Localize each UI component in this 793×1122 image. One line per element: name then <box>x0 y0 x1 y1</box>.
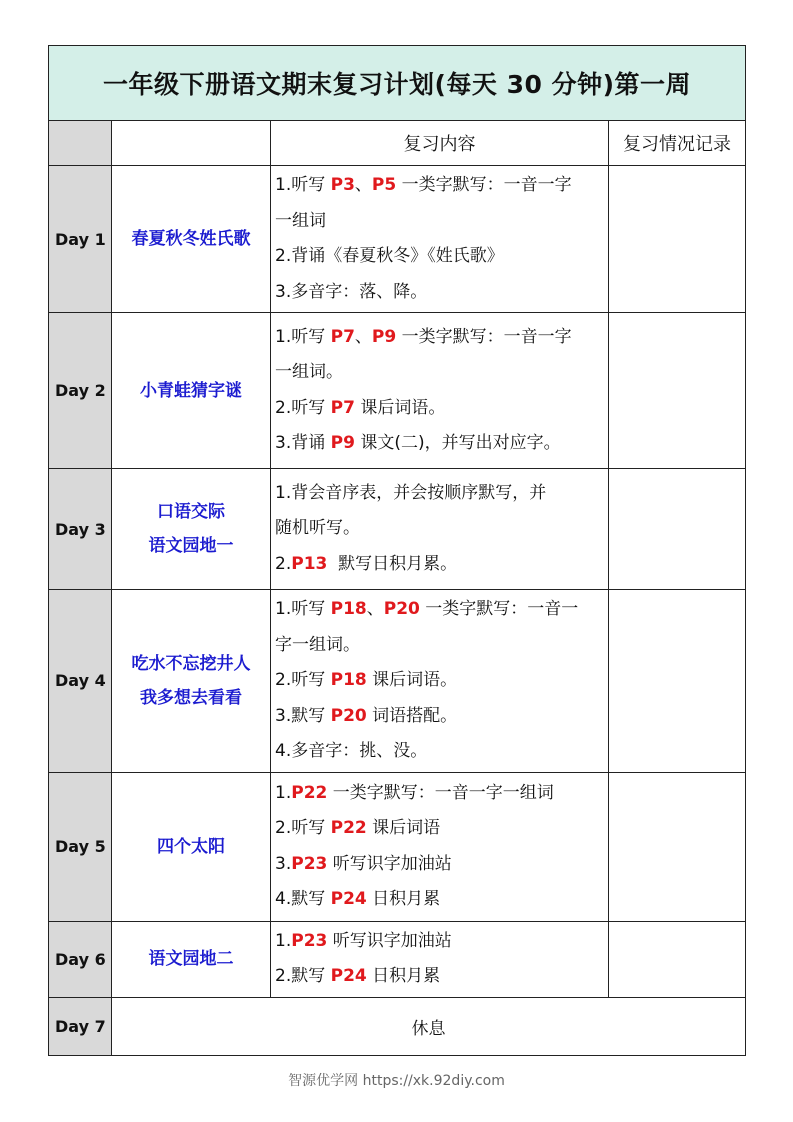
content-text: 2.默写 <box>275 966 331 986</box>
content-line <box>275 320 604 356</box>
content-line <box>275 663 604 699</box>
content-text: 一类字默写：一音一 <box>419 599 579 619</box>
content-text: 2. <box>275 553 292 574</box>
content-cell <box>271 166 609 313</box>
page-ref: P9 <box>330 433 355 453</box>
footer-watermark: 智源优学网 https://xk.92diy.com <box>288 1073 505 1089</box>
header-day <box>49 121 112 166</box>
page-ref: P9 <box>371 326 397 347</box>
content-text: 1.背会音序表，并会按顺序默写，并 <box>275 482 547 503</box>
content-line <box>275 476 604 512</box>
day-row <box>49 772 746 921</box>
content-text: 听写识字加油站 <box>327 930 452 951</box>
page-ref: P18 <box>330 670 367 690</box>
content-line <box>275 511 604 547</box>
day-row <box>49 469 746 590</box>
content-line <box>275 355 604 391</box>
day-row <box>49 921 746 997</box>
content-text: 、 <box>366 599 384 619</box>
lesson-cell <box>112 590 271 773</box>
content-text: 1.听写 <box>275 326 331 347</box>
day-label: Day 1 <box>49 166 112 313</box>
header-record: 复习情况记录 <box>609 121 746 166</box>
content-text: 随机听写。 <box>275 518 360 539</box>
page-ref: P24 <box>330 889 367 909</box>
record-cell[interactable] <box>609 772 746 921</box>
content-text: 一组词 <box>275 210 326 231</box>
record-cell[interactable] <box>609 590 746 773</box>
day-label: Day 3 <box>49 469 112 590</box>
page-ref: P18 <box>330 599 367 619</box>
content-line <box>275 924 604 960</box>
content-text: 1.听写 <box>275 599 331 619</box>
header-content: 复习内容 <box>271 121 609 166</box>
content-text: 一类字默写：一音一字 <box>396 326 572 347</box>
content-text: 字一组词。 <box>275 634 360 655</box>
lesson-title: 春夏秋冬姓氏歌 <box>131 229 251 249</box>
lesson-title: 吃水不忘挖井人 <box>131 653 251 674</box>
content-text: 2.听写 <box>275 818 331 838</box>
content-line <box>275 239 604 275</box>
content-cell <box>271 590 609 773</box>
page-ref: P7 <box>330 326 355 347</box>
content-text: 默写日积月累。 <box>327 553 458 574</box>
page-ref: P22 <box>330 818 367 838</box>
content-text: 日积月累 <box>366 966 441 986</box>
lesson-cell <box>112 921 271 997</box>
content-cell <box>271 772 609 921</box>
lesson-title: 四个太阳 <box>157 836 225 857</box>
page-ref: P22 <box>291 782 328 803</box>
lesson-title: 语文园地二 <box>148 949 234 969</box>
lesson-title: 语文园地一 <box>148 536 234 556</box>
content-text: 课后词语。 <box>354 397 446 418</box>
content-text: 一类字默写：一音一字一组词 <box>327 782 554 803</box>
content-text: 2.听写 <box>275 397 331 418</box>
content-text: 3.默写 <box>275 705 331 726</box>
content-text: 一类字默写：一音一字 <box>396 175 572 195</box>
content-text: 3.背诵 <box>275 433 331 453</box>
day-row <box>49 313 746 469</box>
day-row <box>49 590 746 773</box>
content-text: 、 <box>354 326 372 347</box>
day-label: Day 4 <box>49 590 112 773</box>
content-line <box>275 547 604 583</box>
rest-day-row <box>49 997 746 1055</box>
content-line <box>275 204 604 240</box>
page-ref: P7 <box>330 397 355 418</box>
content-text: 课后词语 <box>366 818 441 838</box>
content-text: 1.听写 <box>275 175 331 195</box>
rest-text: 休息 <box>112 997 746 1055</box>
content-cell <box>271 313 609 469</box>
page-ref: P13 <box>291 553 328 574</box>
lesson-cell <box>112 313 271 469</box>
content-text: 1. <box>275 782 292 803</box>
content-line <box>275 628 604 664</box>
header-lesson <box>112 121 271 166</box>
page-ref: P5 <box>371 175 397 195</box>
page-ref: P23 <box>291 930 328 951</box>
content-text: 一组词。 <box>275 362 343 382</box>
content-line <box>275 882 604 918</box>
content-line <box>275 811 604 847</box>
content-line <box>275 391 604 427</box>
day-label: Day 2 <box>49 313 112 469</box>
content-text: 1. <box>275 930 292 951</box>
page-title: 一年级下册语文期末复习计划(每天 30 分钟)第一周 <box>49 46 746 121</box>
content-text: 课后词语。 <box>366 670 458 690</box>
lesson-title: 口语交际 <box>157 502 225 522</box>
lesson-cell <box>112 772 271 921</box>
content-cell <box>271 469 609 590</box>
content-text: 2.听写 <box>275 670 331 690</box>
record-cell[interactable] <box>609 469 746 590</box>
content-line <box>275 426 604 462</box>
record-cell[interactable] <box>609 313 746 469</box>
content-text: 2.背诵《春夏秋冬》《姓氏歌》 <box>275 246 504 266</box>
review-plan-table <box>48 45 746 1056</box>
day-label: Day 7 <box>49 997 112 1055</box>
day-label: Day 5 <box>49 772 112 921</box>
content-text: 4.默写 <box>275 889 331 909</box>
lesson-cell <box>112 469 271 590</box>
content-cell <box>271 921 609 997</box>
content-text: 课文(二)，并写出对应字。 <box>354 433 561 453</box>
content-text: 4.多音字：挑、没。 <box>275 741 428 761</box>
content-line <box>275 959 604 995</box>
page-ref: P24 <box>330 966 367 986</box>
content-text: 听写识字加油站 <box>327 853 452 874</box>
content-line <box>275 168 604 204</box>
content-line <box>275 776 604 812</box>
content-text: 日积月累 <box>366 889 441 909</box>
record-cell[interactable] <box>609 921 746 997</box>
content-text: 3.多音字：落、降。 <box>275 281 428 302</box>
content-line <box>275 275 604 311</box>
page-ref: P3 <box>330 175 355 195</box>
page-ref: P23 <box>291 853 328 874</box>
record-cell[interactable] <box>609 166 746 313</box>
lesson-cell <box>112 166 271 313</box>
lesson-title: 小青蛙猜字谜 <box>140 380 242 401</box>
page-ref: P20 <box>383 599 420 619</box>
lesson-title: 我多想去看看 <box>140 687 242 708</box>
content-text: 词语搭配。 <box>366 705 458 726</box>
page-ref: P20 <box>330 705 367 726</box>
content-line <box>275 592 604 628</box>
content-line <box>275 847 604 883</box>
content-line <box>275 734 604 770</box>
header-row <box>49 121 746 166</box>
content-text: 、 <box>354 175 372 195</box>
day-row <box>49 166 746 313</box>
content-line <box>275 699 604 735</box>
content-text: 3. <box>275 853 292 874</box>
day-rows <box>49 166 746 998</box>
day-label: Day 6 <box>49 921 112 997</box>
